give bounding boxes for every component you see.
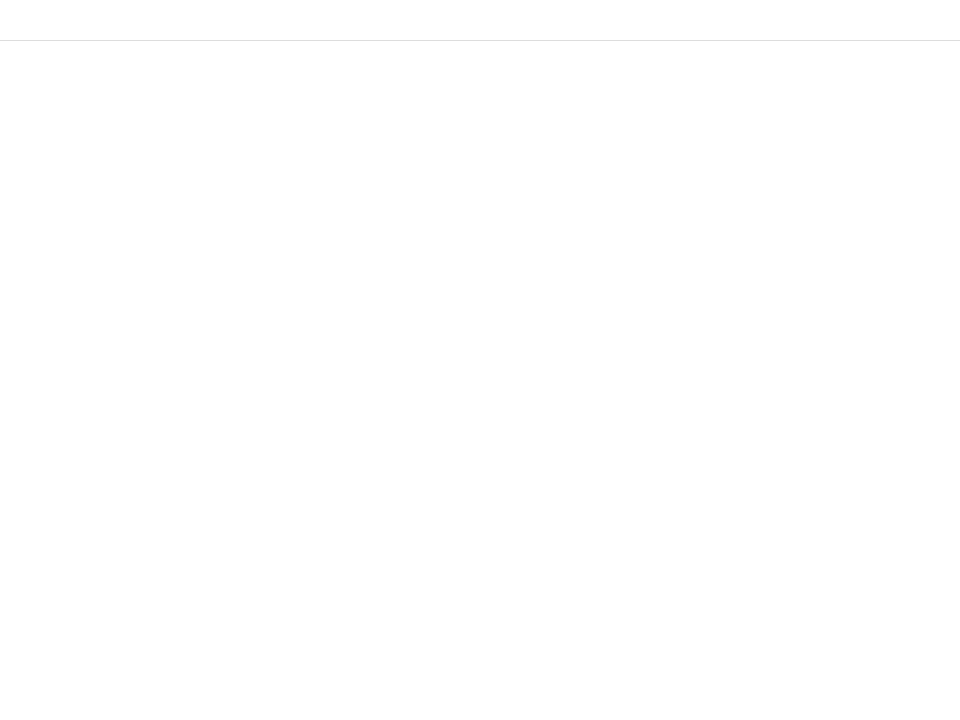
title-bar	[0, 0, 960, 41]
main-content	[0, 41, 960, 720]
